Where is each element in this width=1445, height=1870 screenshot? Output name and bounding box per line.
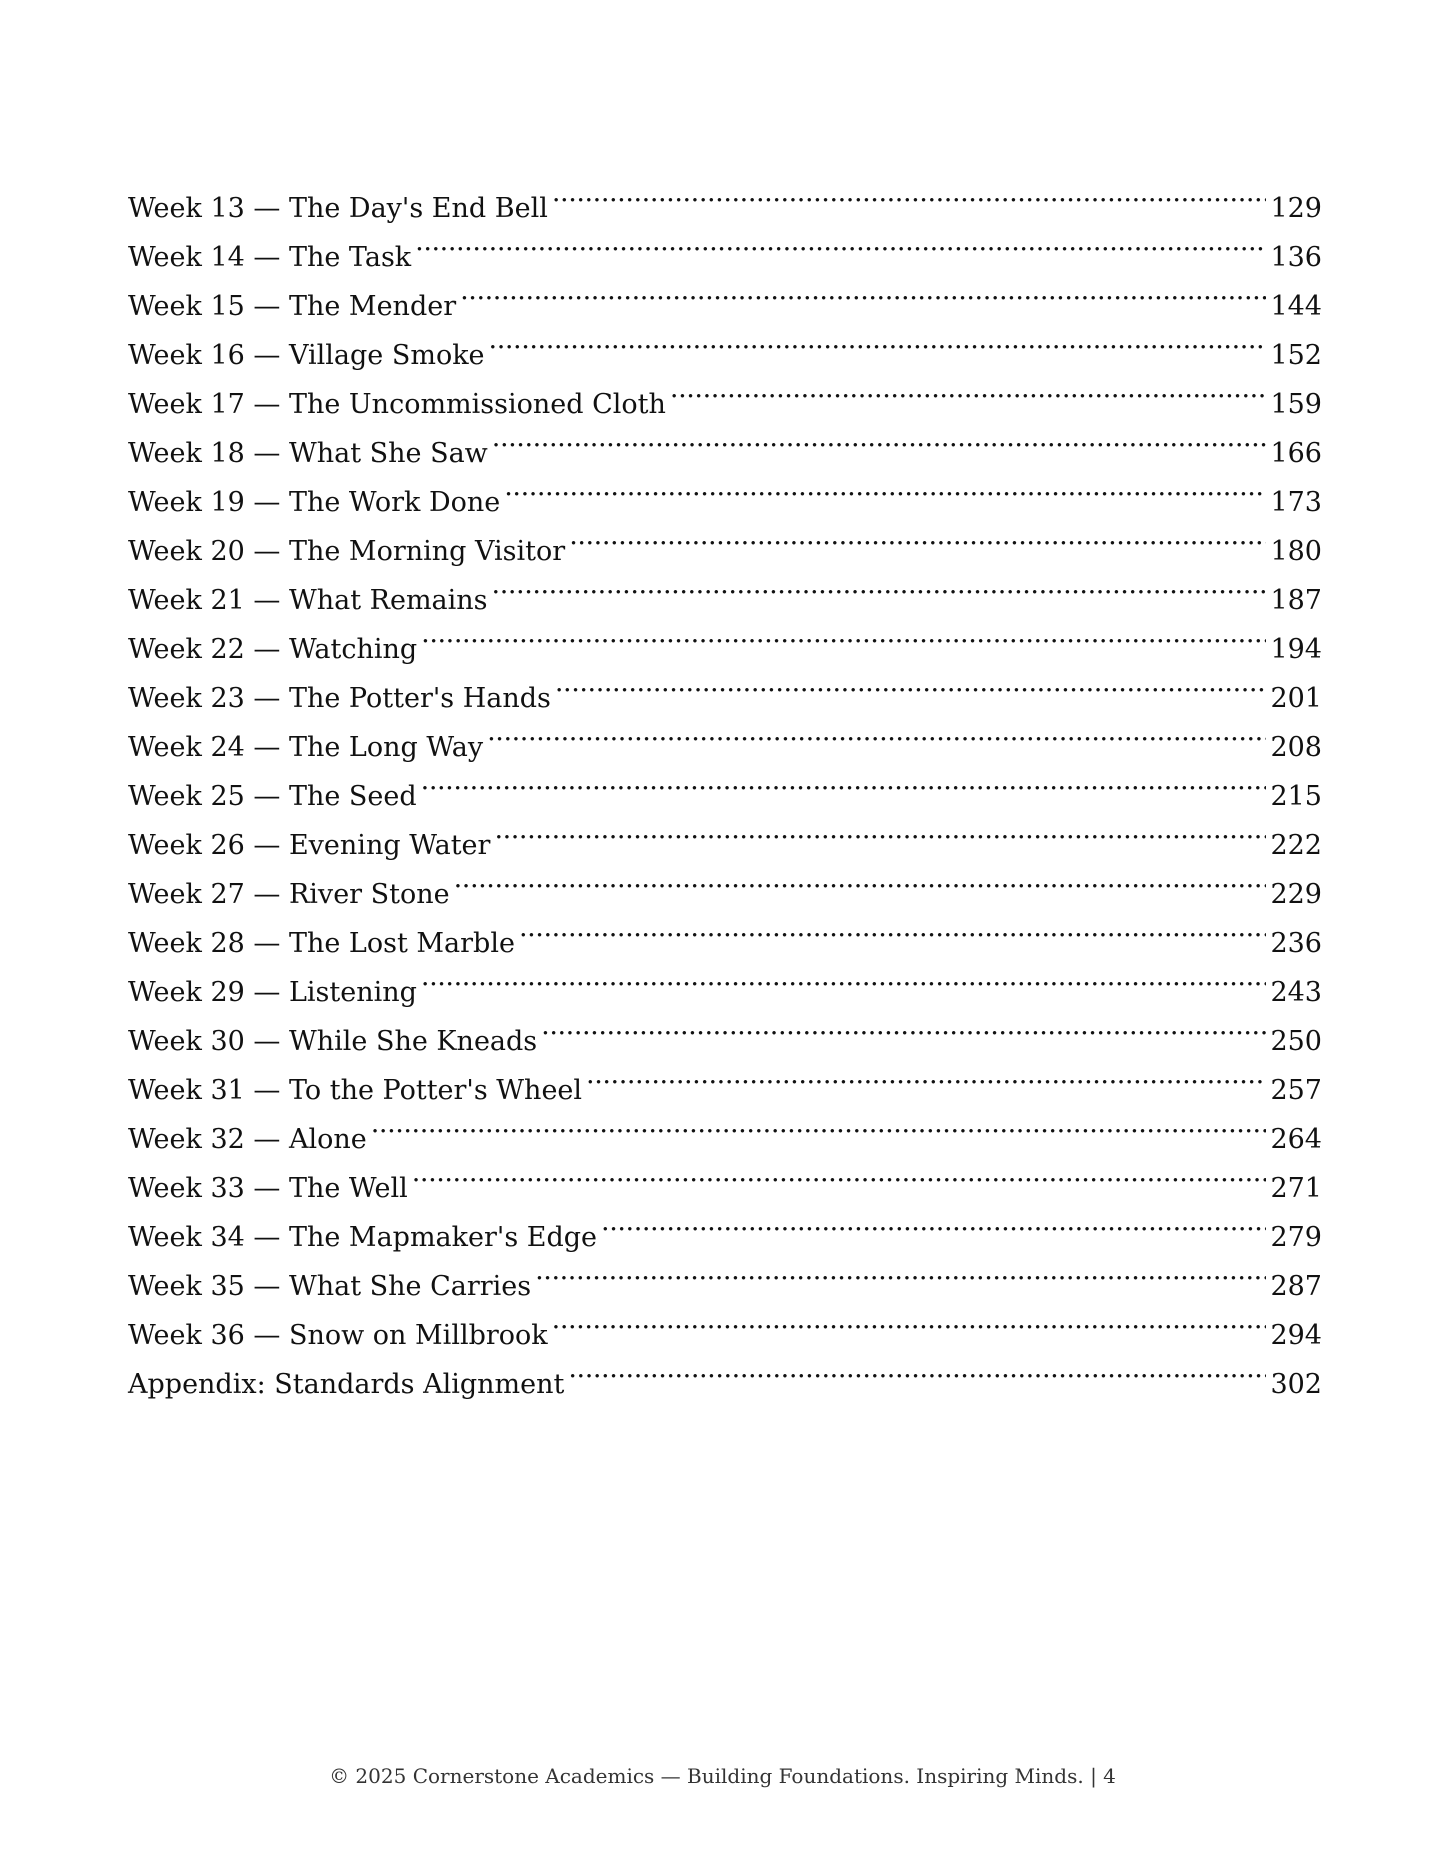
toc-entry-page: 129 — [1266, 184, 1322, 233]
toc-dot-leader — [460, 266, 1266, 315]
toc-entry-title: Week 25 — The Seed — [128, 772, 421, 821]
toc-dot-leader — [569, 511, 1266, 560]
toc-entry-page: 236 — [1266, 919, 1322, 968]
table-of-contents — [128, 168, 1322, 1400]
toc-entry-page: 222 — [1266, 821, 1322, 870]
toc-entry-page: 264 — [1266, 1115, 1322, 1164]
toc-entry-page: 187 — [1266, 576, 1322, 625]
toc-dot-leader — [492, 560, 1267, 609]
toc-entry-page: 257 — [1266, 1066, 1322, 1115]
toc-entry-page: 243 — [1266, 968, 1322, 1017]
toc-entry-title: Week 29 — Listening — [128, 968, 421, 1017]
toc-entry-page: 152 — [1266, 331, 1322, 380]
toc-dot-leader — [519, 903, 1267, 952]
toc-dot-leader — [504, 462, 1266, 511]
toc-dot-leader — [492, 413, 1267, 462]
toc-entry-title: Week 30 — While She Kneads — [128, 1017, 541, 1066]
toc-entry-title: Week 22 — Watching — [128, 625, 421, 674]
toc-entry-page: 136 — [1266, 233, 1322, 282]
toc-dot-leader — [670, 364, 1267, 413]
toc-entry-title: Week 18 — What She Saw — [128, 429, 492, 478]
toc-entry-title: Week 23 — The Potter's Hands — [128, 674, 555, 723]
toc-entry-title: Week 27 — River Stone — [128, 870, 454, 919]
toc-entry-title: Week 19 — The Work Done — [128, 478, 504, 527]
toc-entry-page: 279 — [1266, 1213, 1322, 1262]
toc-entry-title: Week 28 — The Lost Marble — [128, 919, 519, 968]
toc-entry-title: Week 17 — The Uncommissioned Cloth — [128, 380, 670, 429]
toc-dot-leader — [371, 1099, 1267, 1148]
toc-entry-page: 201 — [1266, 674, 1322, 723]
toc-entry-title: Week 32 — Alone — [128, 1115, 371, 1164]
toc-entry-page: 180 — [1266, 527, 1322, 576]
toc-entry-page: 294 — [1266, 1311, 1322, 1360]
toc-entry-title: Week 33 — The Well — [128, 1164, 412, 1213]
toc-entry-page: 287 — [1266, 1262, 1322, 1311]
toc-dot-leader — [489, 315, 1267, 364]
toc-entry-page: 166 — [1266, 429, 1322, 478]
toc-entry-title: Appendix: Standards Alignment — [128, 1360, 568, 1409]
toc-dot-leader — [454, 854, 1267, 903]
toc-dot-leader — [535, 1246, 1266, 1295]
toc-entry-page: 144 — [1266, 282, 1322, 331]
toc-entry-title: Week 24 — The Long Way — [128, 723, 487, 772]
toc-dot-leader — [421, 756, 1267, 805]
toc-entry-title: Week 34 — The Mapmaker's Edge — [128, 1213, 601, 1262]
toc-entry-page: 250 — [1266, 1017, 1322, 1066]
toc-dot-leader — [421, 609, 1266, 658]
toc-dot-leader — [555, 658, 1267, 707]
toc-entry[interactable] — [128, 168, 1322, 224]
toc-entry-title: Week 20 — The Morning Visitor — [128, 527, 569, 576]
toc-entry-page: 194 — [1266, 625, 1322, 674]
toc-dot-leader — [568, 1344, 1266, 1393]
toc-entry-page: 159 — [1266, 380, 1322, 429]
toc-entry-title: Week 36 — Snow on Millbrook — [128, 1311, 552, 1360]
toc-entry-title: Week 15 — The Mender — [128, 282, 460, 331]
toc-dot-leader — [415, 217, 1266, 266]
toc-dot-leader — [601, 1197, 1266, 1246]
toc-entry-title: Week 16 — Village Smoke — [128, 331, 489, 380]
toc-entry-page: 229 — [1266, 870, 1322, 919]
toc-dot-leader — [586, 1050, 1266, 1099]
toc-dot-leader — [412, 1148, 1267, 1197]
toc-entry-page: 215 — [1266, 772, 1322, 821]
toc-entry-page: 271 — [1266, 1164, 1322, 1213]
toc-entry-page: 208 — [1266, 723, 1322, 772]
toc-entry-title: Week 31 — To the Potter's Wheel — [128, 1066, 586, 1115]
toc-dot-leader — [494, 805, 1266, 854]
page-footer: © 2025 Cornerstone Academics — Building Foundations. Inspiring Minds. | 4 — [329, 1764, 1116, 1788]
toc-entry-title: Week 13 — The Day's End Bell — [128, 184, 552, 233]
toc-dot-leader — [421, 952, 1267, 1001]
toc-dot-leader — [552, 1295, 1267, 1344]
toc-entry-title: Week 26 — Evening Water — [128, 821, 494, 870]
toc-dot-leader — [552, 168, 1267, 217]
toc-dot-leader — [487, 707, 1266, 756]
toc-entry-title: Week 21 — What Remains — [128, 576, 492, 625]
toc-dot-leader — [541, 1001, 1266, 1050]
toc-entry-page: 302 — [1266, 1360, 1322, 1409]
toc-entry-title: Week 14 — The Task — [128, 233, 415, 282]
toc-entry-title: Week 35 — What She Carries — [128, 1262, 535, 1311]
toc-entry-page: 173 — [1266, 478, 1322, 527]
